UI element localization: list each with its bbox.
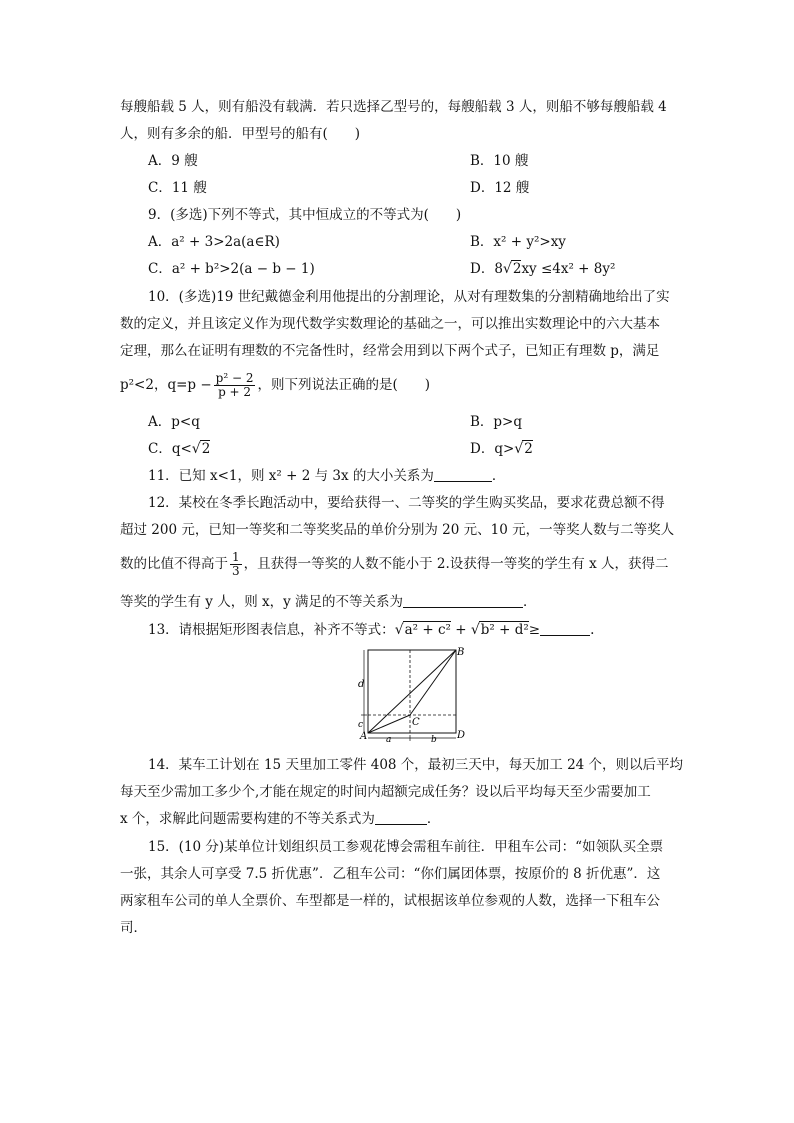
figure-label-b: b [431, 735, 437, 743]
q10-option-b: B．p>q [470, 414, 523, 430]
sqrt-symbol: √ [470, 622, 480, 638]
q8-option-c: C．11 艘 [148, 180, 207, 196]
q10-fraction-denominator: p + 2 [218, 385, 252, 399]
q12-line4 [120, 593, 537, 611]
rectangle-figure [358, 645, 468, 743]
q13-radicand-1: a² + c² [404, 622, 451, 638]
figure-label-c: c [358, 720, 364, 730]
q8-option-b: B．10 艘 [470, 153, 529, 169]
q10-fraction-numerator: p² − 2 [215, 371, 254, 385]
q15-line2: 一张，其余人可享受 7.5 折优惠”．乙租车公司：“你们属团体票，按原价的 8 折优惠”．这 [120, 866, 661, 882]
q9-option-d-pre: D．8 [470, 261, 503, 277]
q9-stem: 9．(多选)下列不等式，其中恒成立的不等式为( ) [148, 207, 462, 223]
q10-option-c-radicand: 2 [201, 441, 211, 457]
q10-line2: 数的定义，并且该定义作为现代数学实数理论的基础之一，可以推出实数理论中的六大基本 [120, 316, 660, 332]
q9-option-d-post: xy ≤4x² + 8y² [521, 261, 616, 277]
q14-answer-blank [375, 810, 427, 825]
q10-line4-post: ，则下列说法正确的是( ) [257, 377, 431, 393]
q10-line3: 定理，那么在证明有理数的不完备性时，经常会用到以下两个式子，已知正有理数 p，满足 [120, 343, 660, 359]
q9-option-d [470, 260, 615, 278]
q10-option-d-pre: D．q> [470, 441, 515, 457]
figure-label-a: a [386, 735, 392, 743]
q9-option-a: A．a² + 3>2a(a∈R) [148, 234, 280, 250]
figure-line-CB [410, 650, 456, 715]
q13-text: 13．请根据矩形图表信息，补齐不等式： [148, 622, 395, 638]
q12-line3-post: ，且获得一等奖的人数不能小于 2.设获得一等奖的学生有 x 人，获得二 [243, 556, 669, 572]
q14-line1: 14．某车工计划在 15 天里加工零件 408 个，最初三天中，每天加工 24 个，则以后平均 [148, 757, 684, 773]
q9-option-b: B．x² + y²>xy [470, 234, 566, 250]
q8-line2: 人，则有多余的船．甲型号的船有( ) [120, 126, 361, 142]
q11-end: ． [491, 468, 506, 484]
q12-fraction-numerator: 1 [232, 550, 240, 564]
q14-line3-text: x 个，求解此问题需要构建的不等关系式为 [120, 811, 375, 827]
q13-radicand-2: b² + d² [480, 622, 529, 638]
q12-line2: 超过 200 元，已知一等奖和二等奖奖品的单价分别为 20 元、10 元，一等奖人数与二等奖人 [120, 522, 675, 538]
q15-line3: 两家租车公司的单人全票价、车型都是一样的，试根据该单位参观的人数，选择一下租车公 [120, 893, 660, 909]
q15-line1: 15．(10 分)某单位计划组织员工参观花博会需租车前往．甲租车公司：“如领队买全票 [148, 839, 664, 855]
q10-line4 [120, 372, 430, 399]
q13-ge: ≥ [528, 622, 541, 638]
q12-answer-blank [403, 593, 523, 608]
q9-option-c: C．a² + b²>2(a − b − 1) [148, 261, 315, 277]
q14-line3 [120, 810, 440, 828]
figure-label-C: C [412, 717, 420, 728]
q10-line1: 10．(多选)19 世纪戴德金利用他提出的分割理论，从对有理数集的分割精确地给出了实 [148, 289, 670, 305]
figure-label-B: B [457, 647, 465, 658]
sqrt-symbol: √ [394, 622, 404, 638]
q13-plus: + [450, 622, 471, 638]
q13-answer-blank [540, 621, 590, 636]
q12-line3 [120, 551, 669, 578]
q12-line1: 12．某校在冬季长跑活动中，要给获得一、二等奖的学生购买奖品，要求花费总额不得 [148, 495, 665, 511]
sqrt-symbol: √ [191, 441, 201, 457]
q12-line3-pre: 数的比值不得高于 [120, 556, 228, 572]
figure-label-d: d [358, 679, 365, 690]
q14-line3-end: ． [426, 811, 441, 827]
q8-option-a: A．9 艘 [148, 153, 198, 169]
q13 [148, 621, 594, 639]
sqrt-symbol: √ [514, 441, 524, 457]
figure-label-A: A [360, 731, 368, 742]
figure-line-AC [368, 715, 410, 733]
q13-end: . [590, 622, 595, 638]
q10-fraction [214, 372, 256, 399]
sqrt-symbol: √ [502, 261, 512, 277]
q10-option-d-radicand: 2 [524, 441, 533, 457]
q11-answer-blank [434, 467, 492, 482]
q9-option-d-radicand: 2 [512, 261, 522, 277]
q10-option-c [148, 440, 210, 458]
q15-line4: 司． [120, 920, 147, 936]
q10-option-d [470, 440, 533, 458]
q10-line4-pre: p²<2，q=p − [120, 377, 212, 393]
figure-label-D: D [457, 730, 466, 741]
q12-line4-text: 等奖的学生有 y 人，则 x，y 满足的不等关系为 [120, 594, 404, 610]
q8-line1: 每艘船载 5 人，则有船没有载满．若只选择乙型号的，每艘船载 3 人，则船不够每艘船载 4 [120, 99, 667, 115]
q12-line4-end: ． [523, 594, 537, 610]
q11-text: 11．已知 x<1，则 x² + 2 与 3x 的大小关系为 [148, 468, 434, 484]
q12-fraction [230, 551, 242, 578]
q14-line2: 每天至少需加工多少个,才能在规定的时间内超额完成任务？设以后平均每天至少需要加工 [120, 784, 651, 800]
q10-option-a: A．p<q [148, 414, 200, 430]
q12-fraction-denominator: 3 [232, 564, 240, 578]
q8-option-d: D．12 艘 [470, 180, 530, 196]
q11 [148, 467, 505, 485]
q10-option-c-pre: C．q< [148, 441, 192, 457]
